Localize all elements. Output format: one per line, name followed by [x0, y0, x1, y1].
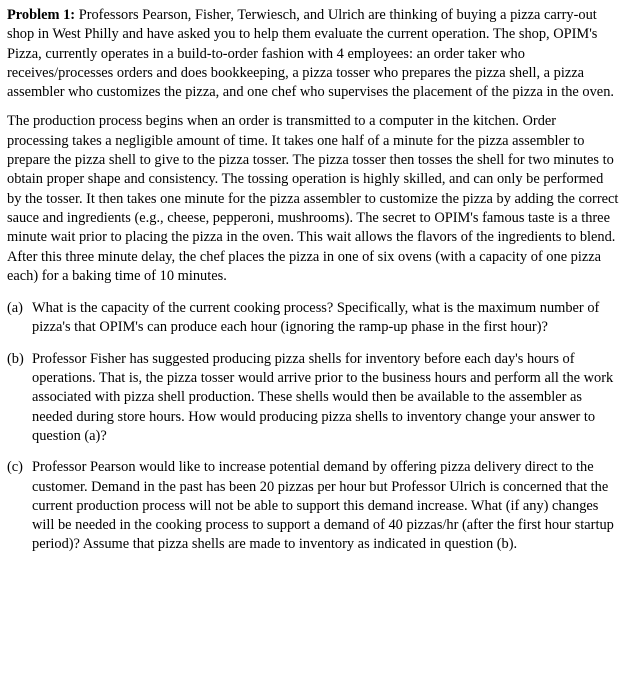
- question-c: [7, 458, 619, 554]
- problem-document: [7, 6, 619, 555]
- process-paragraph: The production process begins when an order is transmitted to a computer in the kitchen. Order processing takes a negligible amount of time. It takes one half of a minute for the pizza assembler to prepare the pizza shell to give to the pizza tosser. The pizza tosser then tosses the shell for two minutes to obtain proper shape and consistency. The tossing operation is highly skilled, and can only be performed by the tosser. It then takes one minute for the pizza assembler to customize the pizza by adding the correct sauce and ingredients (e.g., cheese, pepperoni, mushrooms). The secret to OPIM's famous taste is a three minute wait prior to placing the pizza in the oven. This wait allows the flavors of the ingredients to blend. After this three minute delay, the chef places the pizza in one of six ovens (with a capacity of one pizza each) for a baking time of 10 minutes.: [7, 113, 619, 284]
- question-list: [7, 299, 619, 555]
- question-text: What is the capacity of the current cooking process? Specifically, what is the maximum number of pizza's that OPIM's can produce each hour (ignoring the ramp-up phase in the first hour)?: [32, 300, 600, 336]
- problem-heading: Problem 1:: [7, 7, 76, 23]
- question-b: [7, 350, 619, 446]
- question-label: (c): [7, 459, 23, 476]
- intro-paragraph: [7, 6, 619, 102]
- question-a: [7, 299, 619, 338]
- question-text: Professor Pearson would like to increase potential demand by offering pizza delivery direct to the customer. Demand in the past has been 20 pizzas per hour but Professor Ulrich is concerned that the current production process will not be able to support this demand increase. What (if any) changes will be needed in the cooking process to support a demand of 40 pizzas/hr (after the first hour startup period)? Assume that pizza shells are made to inventory as indicated in question (b).: [32, 459, 614, 553]
- question-text: Professor Fisher has suggested producing pizza shells for inventory before each day's hours of operations. That is, the pizza tosser would arrive prior to the business hours and perform all the work associated with pizza shell production. These shells would then be available to the assembler as needed during store hours. How would producing pizza shells to inventory change your answer to question (a)?: [32, 350, 614, 444]
- question-label: (b): [7, 350, 24, 367]
- intro-text: Professors Pearson, Fisher, Terwiesch, and Ulrich are thinking of buying a pizza carry-out shop in West Philly and have asked you to help them evaluate the current operation. The shop, OPIM's Pizza, currently operates in a build-to-order fashion with 4 employees: an order taker who receives/processes orders and does bookkeeping, a pizza tosser who prepares the pizza shell, a pizza assembler who customizes the pizza, and one chef who supervises the placement of the pizza in the oven.: [7, 7, 614, 101]
- question-label: (a): [7, 300, 23, 317]
